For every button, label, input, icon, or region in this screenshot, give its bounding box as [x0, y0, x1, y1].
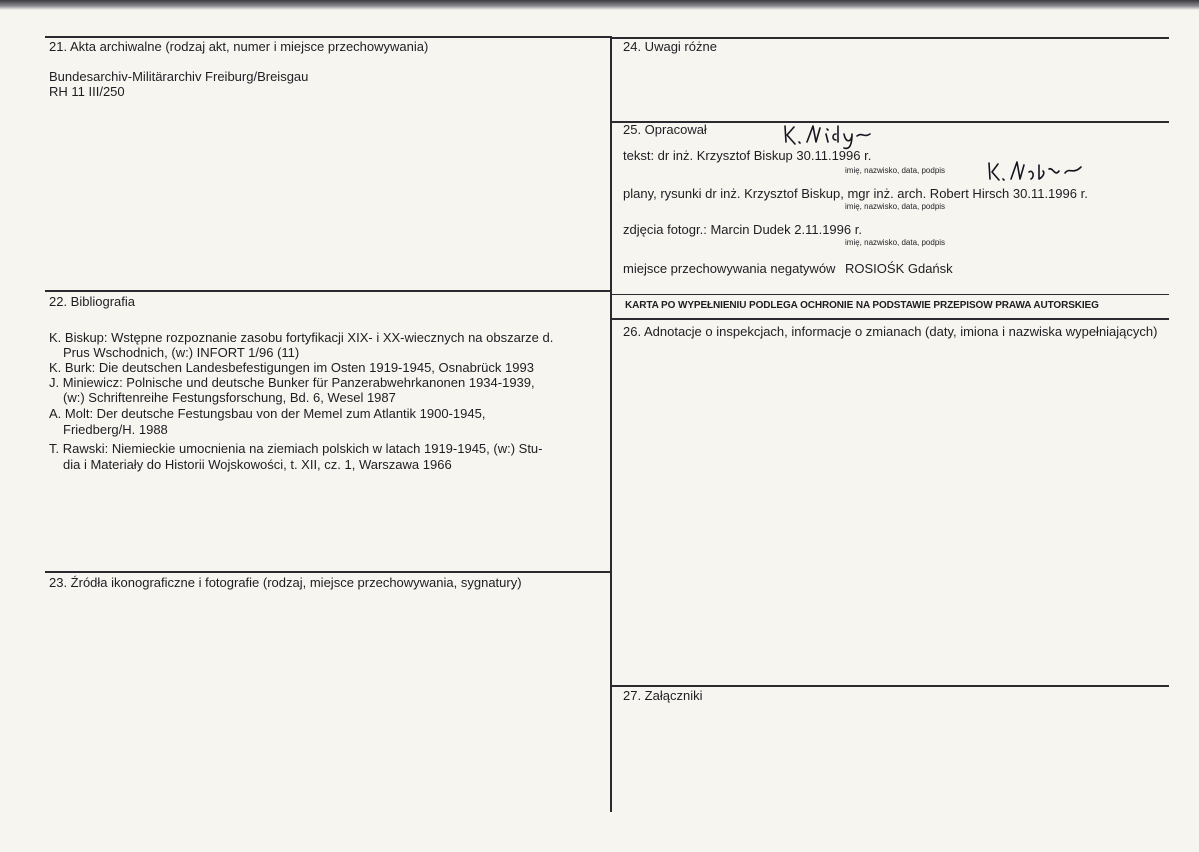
- section-25-heading: 25. Opracował: [623, 122, 707, 137]
- bibliography-entry: T. Rawski: Niemieckie umocnienia na ziemiach polskich w latach 1919-1945, (w:) Stu-: [49, 441, 543, 456]
- section-23-heading: 23. Źródła ikonograficzne i fotografie (rodzaj, miejsce przechowywania, sygnatury): [49, 575, 522, 590]
- rule-left-22: [45, 290, 611, 292]
- bibliography-entry: K. Biskup: Wstępne rozpoznanie zasobu fortyfikacji XIX- i XX-wiecznych na obszarze d.: [49, 330, 554, 345]
- bibliography-entry: Prus Wschodnich, (w:) INFORT 1/96 (11): [63, 345, 300, 360]
- top-rule-left: [45, 36, 611, 38]
- handwritten-signature-1: [780, 120, 880, 150]
- bibliography-entry: J. Miniewicz: Polnische und deutsche Bunker für Panzerabwehrkanonen 1934-1939,: [49, 375, 535, 390]
- bibliography-entry: (w:) Schriftenreihe Festungsforschung, Bd. 6, Wesel 1987: [63, 390, 396, 405]
- rule-left-23: [45, 571, 611, 573]
- caption-name-date-signature: imię, nazwisko, data, podpis: [845, 238, 946, 247]
- rule-right-26: [611, 318, 1169, 320]
- bibliography-entry: K. Burk: Die deutschen Landesbefestigungen im Osten 1919-1945, Osnabrück 1993: [49, 360, 534, 375]
- rule-right-27: [611, 685, 1169, 687]
- bibliography-entry: Friedberg/H. 1988: [63, 422, 168, 437]
- photos-author: zdjęcia fotogr.: Marcin Dudek 2.11.1996 r.: [623, 222, 862, 237]
- bibliography-entry: dia i Materiały do Historii Wojskowości, t. XII, cz. 1, Warszawa 1966: [63, 457, 452, 472]
- caption-name-date-signature: imię, nazwisko, data, podpis: [845, 166, 946, 175]
- section-21-heading: 21. Akta archiwalne (rodzaj akt, numer i miejsce przechowywania): [49, 39, 429, 54]
- negatives-location-label: miejsce przechowywania negatywów: [623, 261, 836, 276]
- negatives-location-value: ROSIOŚK Gdańsk: [845, 261, 953, 276]
- section-27-heading: 27. Załączniki: [623, 688, 703, 703]
- scan-top-edge: [0, 0, 1199, 10]
- bibliography-entry: A. Molt: Der deutsche Festungsbau von der Memel zum Atlantik 1900-1945,: [49, 406, 486, 421]
- archive-name: Bundesarchiv-Militärarchiv Freiburg/Breisgau: [49, 69, 309, 84]
- rule-right-copyright-top: [611, 294, 1169, 295]
- copyright-notice: KARTA PO WYPEŁNIENIU PODLEGA OCHRONIE NA PODSTAWIE PRZEPISÓW PRAWA AUTORSKIEG: [625, 300, 1099, 311]
- section-26-heading: 26. Adnotacje o inspekcjach, informacje o zmianach (daty, imiona i nazwiska wypełniających): [623, 324, 1158, 339]
- caption-name-date-signature: imię, nazwisko, data, podpis: [845, 202, 946, 211]
- center-divider: [610, 36, 612, 812]
- section-22-heading: 22. Bibliografia: [49, 294, 135, 309]
- archive-signature: RH 11 III/250: [49, 84, 125, 99]
- text-author: tekst: dr inż. Krzysztof Biskup 30.11.1996 r.: [623, 148, 872, 163]
- section-24-heading: 24. Uwagi różne: [623, 39, 717, 54]
- handwritten-signature-2: [985, 155, 1085, 185]
- drawings-authors: plany, rysunki dr inż. Krzysztof Biskup, mgr inż. arch. Robert Hirsch 30.11.1996 r.: [623, 186, 1088, 201]
